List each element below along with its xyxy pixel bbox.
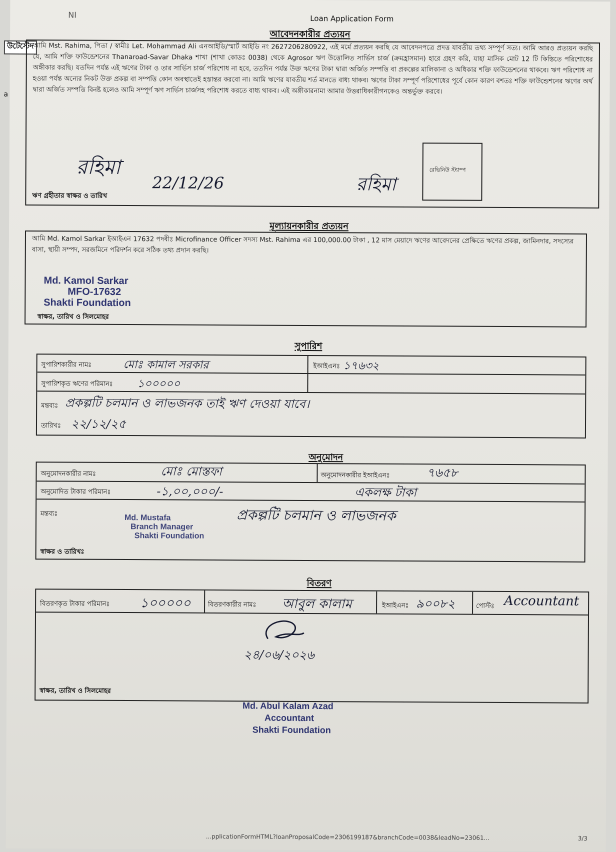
approver-stamp xyxy=(124,513,204,540)
approver-stamp-title: Branch Manager xyxy=(130,522,194,532)
approved-amount-label: অনুমোদিত টাকার পরিমানঃ xyxy=(40,487,111,496)
recommended-amount-value: ১০০০০০ xyxy=(137,377,181,391)
disbursement-ein-label: ইআইএনঃ xyxy=(382,601,409,610)
disburser-signature-icon xyxy=(258,617,308,649)
recommender-ein-value: ১৭৬৩২ xyxy=(343,359,380,373)
recommender-ein-label: ইআইএনঃ xyxy=(313,362,340,371)
form-title: Loan Application Form xyxy=(310,14,394,24)
disbursement-section xyxy=(35,589,590,704)
recommended-amount-label: সুপারিশকৃত ঋণের পরিমানঃ xyxy=(41,379,113,388)
disbursement-ein-value: ৯০০৮২ xyxy=(416,596,456,611)
disburser-label: বিতরণকারীর নামঃ xyxy=(208,600,257,609)
disbursed-amount-label: বিতরণকৃত টাকার পরিমানঃ xyxy=(40,599,110,608)
corner-mark: NI xyxy=(68,10,77,20)
accountant-stamp-org: Shakti Foundation xyxy=(252,724,331,736)
disbursed-amount-value: ১০০০০০ xyxy=(140,596,191,612)
accountant-stamp xyxy=(242,700,333,736)
assessor-stamp xyxy=(44,276,131,309)
applicant-section-title: আবেদনকারীর প্রত্যয়ন xyxy=(269,29,351,41)
assessor-stamp-id: MFO-17632 xyxy=(67,286,122,299)
approval-section-title: অনুমোদন xyxy=(308,453,344,464)
print-url: ...pplicationFormHTML?loanProposalCode=2306199187&branchCode=0038&leadNo=23061... xyxy=(205,833,490,842)
disbursement-section-title: বিতরণ xyxy=(306,578,332,590)
page-number: 3/3 xyxy=(577,835,588,843)
assessor-stamp-org: Shakti Foundation xyxy=(43,297,131,310)
assessor-stamp-name: Md. Kamol Sarkar xyxy=(43,275,129,288)
assessor-signature-label: স্বাক্ষর, তারিখ ও সিলমোহর xyxy=(37,312,109,321)
applicant-declaration: আমি Mst. Rahima, পিতা / স্বামীঃ Let. Mohammad Ali এনআইডি/স্মার্ট আইডি নং 2627206280922, এই মর্মে প্রত্যয়ন করছি যে আবেদনপত্রে প্রদত্ত যাবতীয় তথ্য সম্পূর্ণ সত্য। আমি আরও প্রত্যয়ন করছি যে, আমি শক্তি ফাউন্ডেশনের Thanaroad-Savar Dhaka শাখা (শাখা কোডঃ 0038) থেকে Agrosor ঋণ উত্তোলিত সার্ভিস চার্জ (ক্রমহ্রাসমান) হারে গ্রহণ করি, যাহা মাসিক মোট 12 টি কিস্তিতে পরিশোধের অঙ্গীকার করছি। যতদিন পর্যন্ত এই ঋণের টাকা ও তার সার্ভিস চার্জ পরিশোধ না হবে, ততদিন পর্যন্ত উক্ত ঋণের টাকা দ্বারা অর্জিত সম্পত্তি বা প্রকল্পের মালিকানা ও অধিকার শক্তি ফাউন্ডেশনের থাকবে। ঋণ পরিশোধ না হওয়া পর্যন্ত অন্যের নিকট উক্ত প্রকল্প বা সম্পত্তি কোন অবস্থাতেই হস্তান্তর করবো না। আমি ঋণের যাবতীয় শর্ত মানতে বাধ্য থাকব। ঋণের টাকা সম্পূর্ণ পরিশোধের পূর্বে কোন কারণ বশতঃ শক্তি ফাউন্ডেশনের ঋণের অর্থ দ্বারা অর্জিত সম্পত্তি বিনষ্ট হলেও আমি সম্পূর্ণ ঋণ সার্ভিস চার্জসহ পরিশোধ করতে বাধ্য থাকব। এই অঙ্গীকারনামা আমার উত্তরাধিকারীগনকেও অন্তর্ভুক্ত করবে। xyxy=(32,41,593,96)
disburser-value: আবুল কালাম xyxy=(282,596,352,613)
revenue-stamp-label: রেভিনিউ স্ট্যাম্প xyxy=(429,167,466,174)
edge-mark: a xyxy=(3,90,9,99)
applicant-section xyxy=(25,40,600,209)
approval-remarks-value: প্রকল্পটি চলমান ও লাভজনক xyxy=(236,507,396,525)
recommendation-section xyxy=(36,354,586,439)
approver-stamp-name: Md. Mustafa xyxy=(124,513,171,523)
approver-ein-value: ৭৬৫৮ xyxy=(426,465,458,480)
recommender-value: মোঃ কামাল সরকার xyxy=(123,358,209,372)
approver-value: মোঃ মোস্তফা xyxy=(160,464,222,479)
recommendation-section-title: সুপারিশ xyxy=(294,341,323,353)
borrower-signature-2: রহিমা xyxy=(356,174,397,196)
revenue-stamp-box xyxy=(422,143,482,201)
assessor-section-title: মূল্যায়নকারীর প্রত্যয়ন xyxy=(269,221,349,233)
approval-remarks-label: মন্তব্যঃ xyxy=(40,509,58,518)
accountant-stamp-name: Md. Abul Kalam Azad xyxy=(242,700,334,712)
recommendation-date-value: ২২/১২/২৫ xyxy=(70,416,126,432)
recommendation-remarks-value: প্রকল্পটি চলমান ও লাভজনক তাই ঋণ দেওয়া যাবে। xyxy=(65,395,310,412)
disbursement-signature-date: ২৪/০৬/২০২৬ xyxy=(243,647,315,663)
borrower-signature: রহিমা xyxy=(76,154,121,180)
borrower-signature-label: ঋণ গ্রহীতার স্বাক্ষর ও তারিখ xyxy=(32,191,107,200)
post-value: Accountant xyxy=(504,594,580,610)
borrower-sign-date: 22/12/26 xyxy=(152,173,225,193)
recommender-label: সুপারিশকারীর নামঃ xyxy=(41,360,92,369)
recommendation-date-label: তারিখঃ xyxy=(40,421,61,430)
assessor-declaration: আমি Md. Kamol Sarkar ইআইএন 17632 পদবীঃ Microfinance Officer সদস্য Mst. Rahima এর 100,000.00 টাকা , 12 মাস মেয়াদে ঋণের আবেদনের প্রেক্ষিতে ঋণের প্রকল্প, জামিনদার, সদস্যের বাসা, স্থায়ী সম্পদ, সরজমিনে পরিদর্শন করে সঠিক তথ্য প্রদান করছি। xyxy=(31,234,574,255)
approver-label: অনুমোদনকারীর নামঃ xyxy=(40,469,97,478)
approval-signature-label: স্বাক্ষর ও তারিখঃ xyxy=(40,547,85,556)
approved-amount-value: -১,০০,০০০/- xyxy=(156,484,224,499)
approver-ein-label: অনুমোদনকারীর ইআইএনঃ xyxy=(320,471,390,480)
approver-stamp-org: Shakti Foundation xyxy=(134,531,205,541)
assessor-section xyxy=(25,231,587,328)
document-page xyxy=(3,0,610,852)
disbursement-signature-label: স্বাক্ষর, তারিখ ও সিলমোহর xyxy=(39,686,111,695)
approved-amount-words: একলক্ষ টাকা xyxy=(354,485,417,500)
recommendation-remarks-label: মন্তব্যঃ xyxy=(41,401,59,410)
approval-section xyxy=(35,462,586,563)
accountant-stamp-title: Accountant xyxy=(264,712,314,724)
post-label: পোস্টঃ xyxy=(476,601,495,610)
edge-label: উটেস্টেদ xyxy=(4,40,37,54)
